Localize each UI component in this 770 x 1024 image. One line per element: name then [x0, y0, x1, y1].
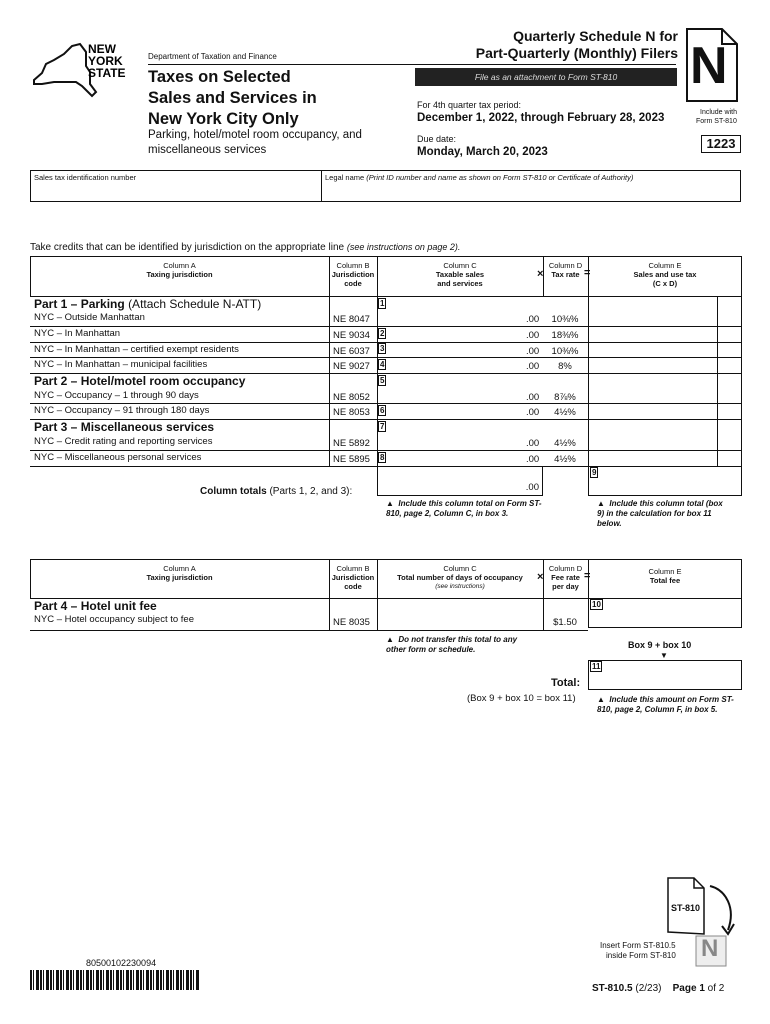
jurisdiction-code: NE 5892 — [333, 438, 370, 449]
tax-rate: 8% — [558, 361, 572, 372]
folder-label: ST-810 — [671, 903, 701, 913]
due-date-label: Due date: — [417, 134, 457, 144]
table-row: NYC – Occupancy – 1 through 90 days — [34, 390, 199, 401]
part1-title: Part 1 – Parking (Attach Schedule N-ATT) — [34, 297, 262, 311]
barcode-number: 80500102230094 — [86, 958, 157, 968]
tax-rate: 4½% — [554, 407, 576, 418]
part2-title: Part 2 – Hotel/motel room occupancy — [34, 374, 246, 388]
days-field[interactable] — [378, 599, 542, 629]
subtitle-line2: miscellaneous services — [148, 144, 267, 156]
department-name: Department of Taxation and Finance — [148, 52, 277, 61]
table-row: NYC – Hotel occupancy subject to fee — [34, 614, 195, 625]
box-number: 5 — [380, 376, 385, 385]
amount-field[interactable]: .00 — [526, 454, 540, 465]
box-number: 6 — [380, 406, 385, 415]
due-date-value: Monday, March 20, 2023 — [417, 146, 548, 158]
subtitle-line1: Parking, hotel/motel room occupancy, and — [148, 129, 362, 141]
tax-rate: 4½% — [554, 438, 576, 449]
include-amount-note: ▲ Include this amount on Form ST-810, page 2, Column F, in box 5. — [597, 695, 734, 714]
times-symbol: × — [537, 571, 544, 583]
tax-rate: 8⅞% — [554, 392, 576, 403]
column-c-total-box[interactable]: .00 — [377, 466, 543, 496]
col-e-header: Column E Total fee — [648, 567, 682, 585]
col-a-header: Column A Taxing jurisdiction — [146, 564, 213, 582]
logo-text-york: YORK — [88, 54, 123, 68]
total-label: Total: — [551, 677, 581, 689]
table-row: NYC – In Manhattan – municipal facilities — [34, 359, 208, 370]
form-title-line1: Quarterly Schedule N for — [513, 28, 678, 44]
table-row: NYC – Miscellaneous personal services — [34, 452, 202, 463]
box-sum-label: Box 9 + box 10 — [628, 640, 692, 650]
box-number: 10 — [592, 600, 601, 609]
main-title-line2: Sales and Services in — [148, 89, 317, 107]
new-york-state-map-logo — [28, 40, 136, 98]
col-d-header: Column D Fee rate per day — [548, 564, 583, 591]
column-totals-label: Column totals (Parts 1, 2, and 3): — [200, 486, 353, 497]
insert-note-line1: Insert Form ST-810.5 — [600, 941, 676, 950]
col-c-header: Column C Total number of days of occupancy (see instructions) — [397, 564, 523, 590]
jurisdiction-code: NE 8047 — [333, 314, 370, 325]
barcode — [30, 970, 200, 990]
fee-rate: $1.50 — [553, 617, 577, 628]
amount-field[interactable]: .00 — [526, 392, 540, 403]
column-e-note: ▲ Include this column total (box 9) in the calculation for box 11 below. — [597, 499, 723, 528]
col-d-header: Column D Tax rate — [548, 261, 583, 279]
sales-tax-id-label: Sales tax identification number — [34, 173, 137, 182]
form-letter-badge — [686, 28, 738, 102]
jurisdiction-code: NE 8053 — [333, 407, 370, 418]
main-title-line3: New York City Only — [148, 110, 299, 128]
main-title-line1: Taxes on Selected — [148, 68, 291, 86]
logo-text-new: NEW — [88, 42, 116, 56]
jurisdiction-code: NE 8052 — [333, 392, 370, 403]
no-transfer-note: ▲ Do not transfer this total to any other form or schedule. — [386, 635, 518, 654]
col-e-header: Column E Sales and use tax (C x D) — [633, 261, 697, 288]
insert-note-line2: inside Form ST-810 — [606, 951, 676, 960]
amount-field[interactable]: .00 — [526, 361, 540, 372]
legal-name-field[interactable] — [321, 170, 741, 202]
table-row: NYC – Credit rating and reporting services — [34, 436, 213, 447]
jurisdiction-code: NE 9027 — [333, 361, 370, 372]
attach-banner: File as an attachment to Form ST-810 — [415, 68, 677, 86]
box-number: 2 — [380, 329, 385, 338]
legal-name-label: Legal name — [325, 173, 365, 182]
jurisdiction-code: NE 8035 — [333, 617, 370, 628]
times-symbol: × — [537, 268, 544, 280]
equals-symbol: = — [584, 267, 591, 279]
sales-tax-id-field[interactable] — [30, 170, 322, 202]
amount-field[interactable]: .00 — [526, 330, 540, 341]
legal-name-note: (Print ID number and name as shown on Form ST-810 or Certificate of Authority) — [366, 173, 634, 182]
total-fee-box[interactable] — [588, 598, 742, 628]
triangle-down-icon: ▼ — [660, 651, 668, 660]
total-formula: (Box 9 + box 10 = box 11) — [467, 693, 576, 704]
tax-rate: 10⅜% — [551, 314, 579, 325]
include-form-text: Form ST-810 — [696, 118, 737, 125]
include-with-text: Include with — [700, 109, 737, 116]
part3-title: Part 3 – Miscellaneous services — [34, 420, 215, 434]
box-number: 9 — [592, 468, 597, 477]
column-c-note: ▲ Include this column total on Form ST-810, page 2, Column C, in box 3. — [386, 499, 542, 518]
table-row: NYC – In Manhattan — [34, 328, 121, 339]
table-row: NYC – Outside Manhattan — [34, 312, 145, 323]
triangle-up-icon: ▲ — [386, 499, 394, 508]
column-e-total-box[interactable] — [588, 466, 742, 496]
credits-note: Take credits that can be identified by jurisdiction on the appropriate line (see instructions on page 2). — [30, 242, 461, 253]
col-b-header: Column B Jurisdiction code — [331, 261, 375, 288]
box-number: 1 — [380, 299, 385, 308]
amount-field[interactable]: .00 — [526, 314, 540, 325]
logo-text-state: STATE — [88, 66, 126, 80]
triangle-up-icon: ▲ — [386, 635, 394, 644]
triangle-up-icon: ▲ — [597, 695, 605, 704]
tax-period-value: December 1, 2022, through February 28, 2023 — [417, 112, 665, 124]
tax-rate: 4½% — [554, 454, 576, 465]
jurisdiction-code: NE 9034 — [333, 330, 370, 341]
col-c-header: Column C Taxable sales and services — [435, 261, 485, 288]
equals-symbol: = — [584, 570, 591, 582]
col-b-header: Column B Jurisdiction code — [331, 564, 375, 591]
table-row: NYC – In Manhattan – certified exempt residents — [34, 344, 239, 355]
table-row: NYC – Occupancy – 91 through 180 days — [34, 405, 210, 416]
box-number: 4 — [380, 360, 385, 369]
box-number: 3 — [380, 344, 385, 353]
box-number: 11 — [592, 662, 601, 671]
amount-field[interactable]: .00 — [526, 438, 540, 449]
tax-rate: 18⅜% — [551, 330, 579, 341]
form-title-line2: Part-Quarterly (Monthly) Filers — [475, 45, 678, 61]
box-number: 8 — [380, 453, 385, 462]
tax-period-label: For 4th quarter tax period: — [417, 100, 522, 110]
part4-title: Part 4 – Hotel unit fee — [34, 599, 157, 613]
form-letter: N — [690, 37, 728, 95]
amount-field[interactable]: .00 — [526, 407, 540, 418]
triangle-up-icon: ▲ — [597, 499, 605, 508]
jurisdiction-code: NE 6037 — [333, 346, 370, 357]
grand-total-box[interactable] — [588, 660, 742, 690]
tax-rate: 10⅜% — [551, 346, 579, 357]
jurisdiction-code: NE 5895 — [333, 454, 370, 465]
form-id-footer: ST-810.5 (2/23) Page 1 of 2 — [592, 983, 725, 994]
amount-field[interactable]: .00 — [526, 346, 540, 357]
folder-letter: N — [701, 935, 719, 962]
col-a-header: Column A Taxing jurisdiction — [146, 261, 213, 279]
period-code-box: 1223 — [701, 135, 741, 153]
box-number: 7 — [380, 422, 385, 431]
